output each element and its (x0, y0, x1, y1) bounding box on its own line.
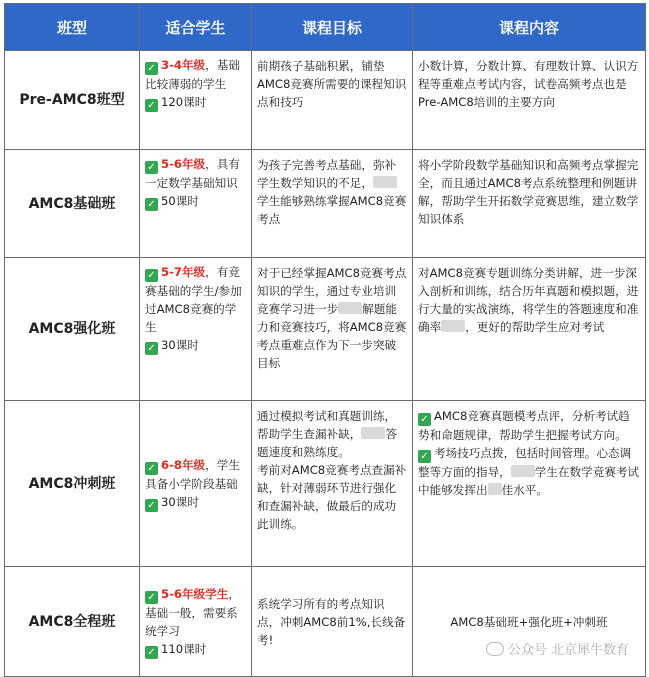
fit-cell (140, 150, 252, 258)
hours-text: 30课时 (161, 338, 199, 352)
check-icon: ✓ (418, 450, 431, 463)
check-icon: ✓ (145, 62, 158, 75)
check-icon: ✓ (145, 591, 158, 604)
check-icon: ✓ (145, 462, 158, 475)
watermark-text: 公众号 北京犀牛数育 (508, 643, 629, 658)
grade-text: 5-6年级学生 (161, 587, 228, 601)
watermark (486, 639, 629, 658)
wechat-icon (486, 642, 504, 656)
fit-text: ，有竞赛基础的学生/参加过AMC8竞赛的学生 (145, 265, 242, 334)
grade-text: 6-8年级 (161, 458, 205, 472)
content-text: 小数计算，分数计算、有理数计算、认识方程等重难点考试内容，试卷高频考点也是Pre-AMC8培训的主要方向 (418, 59, 638, 109)
redacted-block (373, 176, 397, 188)
class-name: AMC8基础班 (5, 150, 140, 258)
content-text: 学生在数学竞赛考试中能够发挥出 (418, 465, 639, 497)
goal-text: 为孩子完善考点基础，弥补学生数学知识的不足， (257, 158, 396, 190)
table-row (5, 258, 646, 401)
header-content: 课程内容 (413, 4, 646, 51)
goal-text: 对于已经掌握AMC8竞赛考点知识的学生，通过专业培训竞赛学习进一步 (257, 266, 406, 316)
content-text: ，更好的帮助学生应对考试 (465, 320, 604, 334)
table-row (5, 51, 646, 150)
content-cell (413, 258, 646, 401)
hours-text: 110课时 (161, 642, 206, 656)
check-icon: ✓ (145, 499, 158, 512)
fit-cell (140, 258, 252, 401)
goal-cell (252, 401, 413, 567)
content-cell (413, 401, 646, 567)
content-text: 佳水平。 (502, 483, 548, 497)
goal-text: 考前对AMC8竞赛考点查漏补缺，针对薄弱环节进行强化和查漏补缺，做最后的成功此训练。 (257, 463, 406, 531)
goal-text: 解题能力和竞赛技巧，将AMC8竞赛考点重难点作为下一步突破目标 (257, 302, 406, 370)
course-table (4, 3, 646, 677)
fit-text: ，基础比较薄弱的学生 (145, 58, 240, 91)
goal-text: 系统学习所有的考点知识点，冲刺AMC8前1%,长线备考! (257, 597, 405, 647)
redacted-block (361, 427, 385, 439)
goal-cell (252, 51, 413, 150)
check-icon: ✓ (418, 413, 431, 426)
grade-text: 5-6年级 (161, 157, 205, 171)
header-fit: 适合学生 (140, 4, 252, 51)
content-text: 对AMC8竞赛专题训练分类讲解，进一步深入剖析和训练，结合历年真题和模拟题，进行大量的实战演练，将学生的答题速度和准确率 (418, 266, 638, 334)
table-row (5, 567, 646, 677)
goal-cell (252, 258, 413, 401)
check-icon: ✓ (145, 99, 158, 112)
redacted-block (441, 320, 465, 332)
content-text: AMC8竞赛真题模考点评，分析考试趋势和命题规律，帮助学生把握考试方向。 (418, 409, 630, 442)
goal-text: 通过模拟考试和真题训练，帮助学生查漏补缺， (257, 409, 396, 441)
check-icon: ✓ (145, 269, 158, 282)
goal-cell (252, 567, 413, 677)
redacted-block (488, 483, 502, 495)
content-cell (413, 567, 646, 677)
check-icon: ✓ (145, 198, 158, 211)
hours-text: 50课时 (161, 194, 199, 208)
grade-text: 5-7年级 (161, 265, 205, 279)
header-goal: 课程目标 (252, 4, 413, 51)
goal-text: 前期孩子基础积累，铺垫AMC8竞赛所需要的课程知识点和技巧 (257, 59, 406, 109)
content-cell (413, 51, 646, 150)
content-text: AMC8基础班+强化班+冲刺班 (450, 615, 607, 629)
grade-text: 3-4年级 (161, 58, 205, 72)
redacted-block (338, 302, 362, 314)
fit-text: ，基础一般，需要系统学习 (145, 587, 240, 638)
check-icon: ✓ (145, 342, 158, 355)
redacted-block (511, 465, 535, 477)
content-text: 考场技巧点拨，包括时间管理。心态调整等方面的指导， (418, 446, 631, 479)
goal-cell (252, 150, 413, 258)
check-icon: ✓ (145, 646, 158, 659)
fit-cell (140, 567, 252, 677)
header-class: 班型 (5, 4, 140, 51)
fit-text: ，具有一定数学基础知识 (145, 157, 240, 190)
class-name: AMC8强化班 (5, 258, 140, 401)
header-row (5, 4, 646, 51)
table-row (5, 150, 646, 258)
fit-text: ，学生具备小学阶段基础 (145, 458, 240, 491)
hours-text: 30课时 (161, 495, 199, 509)
content-cell (413, 150, 646, 258)
class-name: Pre-AMC8班型 (5, 51, 140, 150)
class-name: AMC8冲刺班 (5, 401, 140, 567)
class-name: AMC8全程班 (5, 567, 140, 677)
goal-text: 学生能够熟练掌握AMC8竞赛考点 (257, 194, 406, 226)
table-row (5, 401, 646, 567)
content-text: 将小学阶段数学基础知识和高频考点掌握完全，而且通过AMC8考点系统整理和例题讲解，帮助学生开拓数学竞赛思维，建立数学知识体系 (418, 158, 638, 226)
hours-text: 120课时 (161, 95, 206, 109)
check-icon: ✓ (145, 161, 158, 174)
goal-text: 答题速度和熟练度。 (257, 427, 397, 459)
fit-cell (140, 51, 252, 150)
fit-cell (140, 401, 252, 567)
